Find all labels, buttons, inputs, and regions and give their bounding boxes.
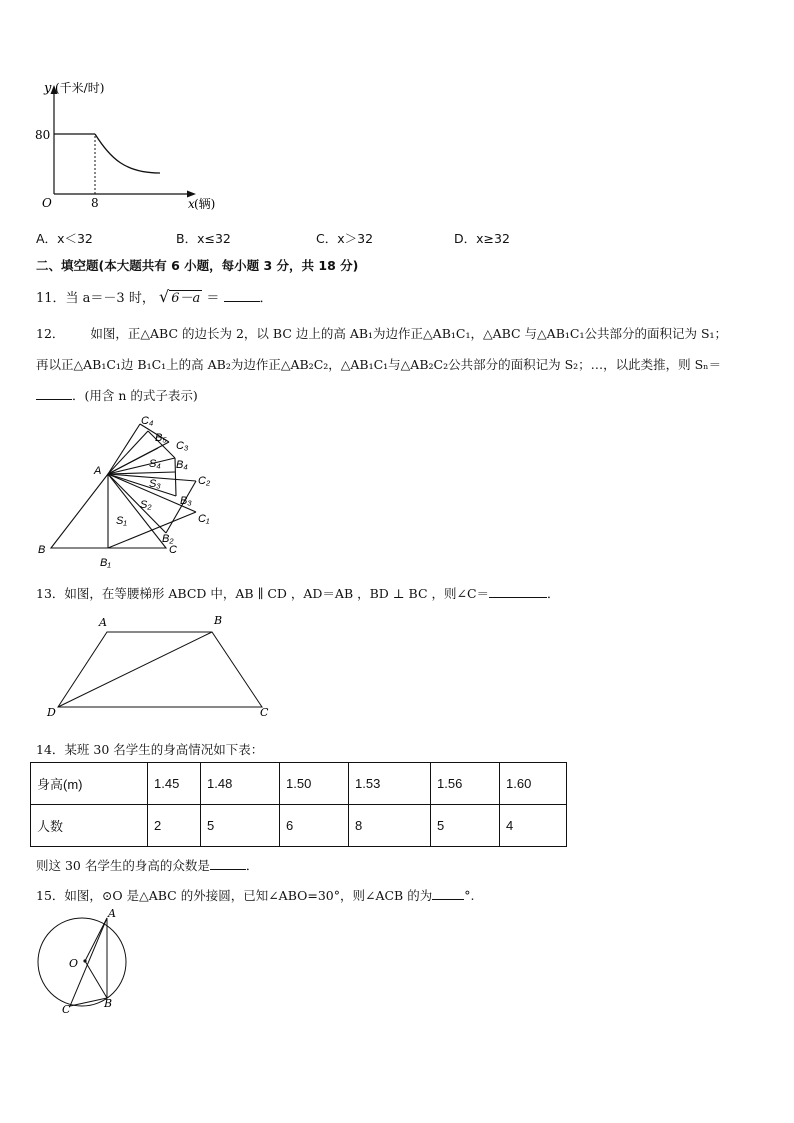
q12-line1: [36, 324, 727, 342]
table-cell: 1.50: [280, 763, 349, 805]
q15-number: 15．: [36, 888, 65, 903]
q15-circle-figure: [30, 906, 140, 1018]
table-cell: 身高(m): [31, 763, 148, 805]
q12-answer-blank[interactable]: [36, 387, 72, 400]
q14-after: 则这 30 名学生的身高的众数是 ．: [36, 858, 259, 873]
table-cell: 1.56: [431, 763, 500, 805]
trap-label-A: A: [99, 616, 107, 629]
circle-label-O: O: [69, 957, 79, 970]
x-axis-label: x: [188, 197, 195, 211]
label-C: C: [169, 544, 177, 556]
section-title: 二、填空题(本大题共有 6 小题，每小题 3 分，共 18 分): [36, 258, 359, 273]
table-row: [31, 763, 567, 805]
q11-equals: ＝: [206, 291, 220, 306]
trap-label-D: D: [47, 706, 56, 719]
label-S1: S₁: [116, 515, 127, 527]
q13-answer-blank[interactable]: [489, 585, 547, 598]
circle-label-C: C: [62, 1003, 71, 1016]
table-cell: 人数: [31, 805, 148, 847]
q12-line2: 再以正△AB₁C₁边 B₁C₁上的高 AB₂为边作正△AB₂C₂，△AB₁C₁与△AB₂C₂公共部分的面积记为 S₂；…，以此类推，则 Sₙ＝: [36, 357, 722, 372]
option-a: A．x＜32: [36, 231, 93, 246]
q13-trapezoid-figure: [40, 612, 280, 722]
label-S2: S₂: [140, 499, 152, 511]
q11-number: 11．: [36, 291, 66, 306]
table-cell: 1.53: [349, 763, 431, 805]
label-C4: C₄: [141, 415, 154, 427]
q14-answer-blank[interactable]: [210, 857, 246, 870]
option-b: B．x≤32: [176, 231, 231, 246]
table-cell: 1.45: [148, 763, 201, 805]
x-axis-unit: (辆): [194, 197, 216, 211]
table-cell: 6: [280, 805, 349, 847]
option-d: D．x≥32: [454, 231, 510, 246]
table-cell: 8: [349, 805, 431, 847]
question-15: 15．如图，⊙O 是△ABC 的外接圆，已知∠ABO=30°，则∠ACB 的为 °.: [36, 888, 475, 903]
y-tick-80: 80: [35, 128, 51, 142]
label-C2: C₂: [198, 475, 211, 487]
q12-number: 12．: [36, 326, 65, 341]
q13-number: 13．: [36, 586, 65, 601]
label-B2: B₂: [162, 533, 174, 545]
speed-graph: [30, 76, 260, 216]
question-13: 13．如图，在等腰梯形 ABCD 中，AB ∥ CD ，AD＝AB ，BD ⊥ BC ，则∠C＝ ．: [36, 586, 560, 601]
q11-radicand: 6－a: [171, 291, 201, 306]
y-axis-label: y: [44, 81, 52, 96]
q12-text-line3: ．(用含 n 的式子表示): [72, 388, 198, 403]
q14-text: 某班 30 名学生的身高情况如下表：: [64, 742, 264, 757]
y-axis-unit: (千米/时): [55, 81, 105, 95]
origin-label: O: [42, 196, 52, 210]
label-S4: S₄: [149, 458, 161, 470]
q12-text-line1: 如图，正△ABC 的边长为 2，以 BC 边上的高 AB₁为边作正△AB₁C₁，△ABC 与△AB₁C₁公共部分的面积记为 S₁；: [90, 326, 728, 341]
label-B3: B₃: [180, 495, 192, 507]
question-14: [36, 740, 263, 758]
option-c: C．x＞32: [316, 231, 374, 246]
trap-label-C: C: [260, 706, 269, 719]
label-A: A: [94, 465, 102, 477]
q15-answer-blank[interactable]: [432, 887, 464, 900]
q12-triangles-figure: [36, 412, 216, 572]
label-C1: C₁: [198, 513, 210, 525]
table-cell: 4: [500, 805, 567, 847]
q11-text: 当 a＝－3 时，: [65, 291, 155, 306]
label-B5: B₅: [155, 432, 167, 444]
trap-label-B: B: [214, 614, 223, 627]
q14-after-text: 则这 30 名学生的身高的众数是: [36, 858, 210, 873]
table-row: [31, 805, 567, 847]
height-table: [30, 762, 567, 847]
label-C3: C₃: [176, 440, 189, 452]
q12-line3: [36, 386, 198, 404]
question-11: 11．当 a＝－3 时， √ 6－a ＝ ．: [36, 287, 273, 306]
table-cell: 2: [148, 805, 201, 847]
label-B1: B₁: [100, 557, 111, 569]
sqrt-symbol: √: [158, 287, 170, 306]
table-cell: 1.48: [201, 763, 280, 805]
table-cell: 1.60: [500, 763, 567, 805]
circle-label-A: A: [108, 907, 116, 920]
q13-text: 如图，在等腰梯形 ABCD 中，AB ∥ CD ，AD＝AB ，BD ⊥ BC ，则∠C＝: [64, 586, 490, 601]
q14-number: 14．: [36, 742, 65, 757]
q11-answer-blank[interactable]: [224, 289, 260, 302]
label-B4: B₄: [176, 459, 188, 471]
table-cell: 5: [431, 805, 500, 847]
x-tick-8: 8: [91, 196, 99, 210]
circle-label-B: B: [104, 997, 113, 1010]
label-B: B: [38, 544, 46, 556]
table-cell: 5: [201, 805, 280, 847]
label-S3: S₃: [149, 478, 161, 490]
q15-text: 如图，⊙O 是△ABC 的外接圆，已知∠ABO=30°，则∠ACB 的为: [64, 888, 433, 903]
